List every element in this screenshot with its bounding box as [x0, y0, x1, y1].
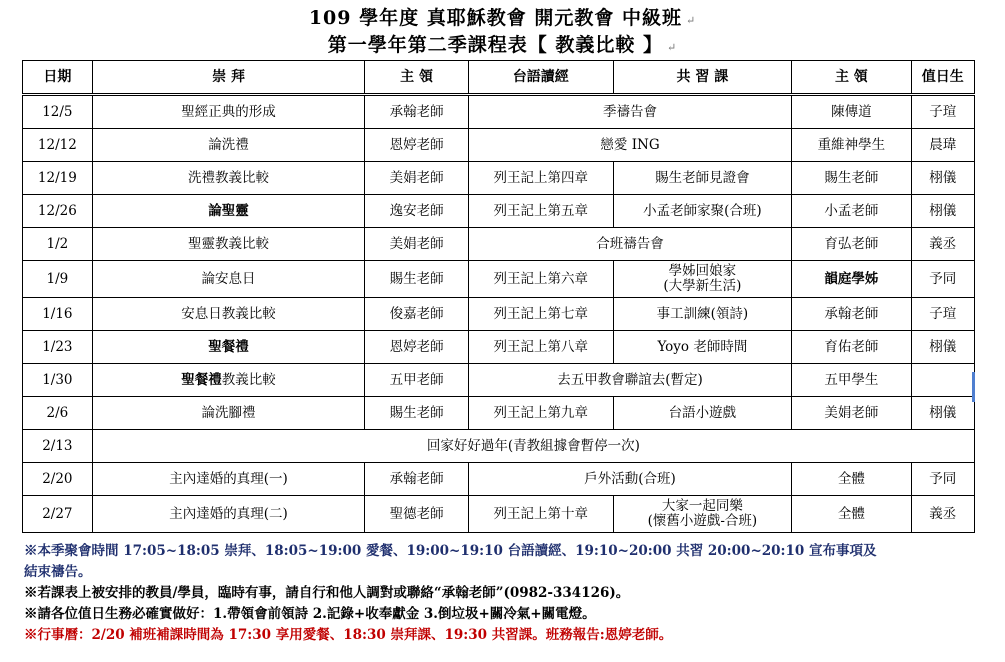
- study-cell: [613, 261, 792, 298]
- study-cell: Yoyo 老師時間: [613, 331, 792, 364]
- note-calendar: ※行事曆：2/20 補班補課時間為 17:30 享用愛餐、18:30 崇拜課、19:30 共習課。班務報告:恩婷老師。: [24, 627, 673, 643]
- col-header-leader: 主 領: [365, 61, 469, 95]
- note-duty: ※請各位值日生務必確實做好：1.帶領會前領詩 2.記錄+收奉獻金 3.倒垃圾+關冷氣+關電燈。: [24, 606, 596, 622]
- worship-cell: 安息日教義比較: [92, 298, 365, 331]
- duty-cell: 晨瑋: [911, 129, 974, 162]
- table-row: [23, 195, 975, 228]
- table-row: [23, 228, 975, 261]
- table-row: [23, 430, 975, 463]
- date-cell: 12/12: [23, 129, 93, 162]
- study-cell: 事工訓練(領詩): [613, 298, 792, 331]
- reading-cell: 列王記上第十章: [468, 496, 613, 533]
- leader-cell: 聖德老師: [365, 496, 469, 533]
- reading-cell: 列王記上第九章: [468, 397, 613, 430]
- study-line-1: 學姊回娘家: [668, 263, 737, 279]
- merged-cell: 合班禱告會: [468, 228, 791, 261]
- reading-cell: 列王記上第八章: [468, 331, 613, 364]
- worship-cell: 論安息日: [92, 261, 365, 298]
- table-row: [23, 261, 975, 298]
- date-cell: 1/9: [23, 261, 93, 298]
- note-meeting-time: ※本季聚會時間 17:05~18:05 崇拜、18:05~19:00 愛餐、19:00~19:10 台語讀經、19:10~20:00 共習 20:00~20:10 宣布事項及 結束禱告。: [24, 543, 877, 580]
- leader-2-cell: 重維神學生: [792, 129, 911, 162]
- reading-cell: 列王記上第五章: [468, 195, 613, 228]
- leader-2-cell: 育弘老師: [792, 228, 911, 261]
- table-row: [23, 331, 975, 364]
- study-cell: 小孟老師家聚(合班): [613, 195, 792, 228]
- table-row: [23, 364, 975, 397]
- duty-cell: 子瑄: [911, 298, 974, 331]
- table-row: [23, 162, 975, 195]
- notes-section: [24, 541, 984, 646]
- merged-cell: 去五甲教會聯誼去(暫定): [468, 364, 791, 397]
- worship-bold-part: 聖餐禮: [181, 371, 222, 388]
- table-header-row: [23, 61, 975, 95]
- leader-cell: 承翰老師: [365, 463, 469, 496]
- leader-2-cell: 賜生老師: [792, 162, 911, 195]
- duty-cell: 義丞: [911, 228, 974, 261]
- worship-cell: 論洗腳禮: [92, 397, 365, 430]
- leader-2-cell: 全體: [792, 496, 911, 533]
- date-cell: 12/5: [23, 95, 93, 129]
- reading-cell: 列王記上第七章: [468, 298, 613, 331]
- table-row: [23, 129, 975, 162]
- leader-cell: 美娟老師: [365, 228, 469, 261]
- col-header-reading: 台語讀經: [468, 61, 613, 95]
- date-cell: 2/27: [23, 496, 93, 533]
- date-cell: 1/16: [23, 298, 93, 331]
- leader-cell: 賜生老師: [365, 261, 469, 298]
- leader-cell: 五甲老師: [365, 364, 469, 397]
- worship-cell: 聖經正典的形成: [92, 95, 365, 129]
- date-cell: 2/20: [23, 463, 93, 496]
- worship-cell: 論聖靈: [92, 195, 365, 228]
- duty-cell: 栩儀: [911, 195, 974, 228]
- worship-cell: [92, 364, 365, 397]
- merged-cell: 戀愛 ING: [468, 129, 791, 162]
- scroll-marker: [972, 372, 975, 402]
- worship-cell: 聖靈教義比較: [92, 228, 365, 261]
- date-cell: 1/2: [23, 228, 93, 261]
- title-line-1: 109 學年度 真耶穌教會 開元教會 中級班 ↵: [308, 7, 697, 29]
- table-row: [23, 496, 975, 533]
- merged-cell: 戶外活動(合班): [468, 463, 791, 496]
- worship-regular-part: 教義比較: [221, 371, 276, 388]
- leader-cell: 承翰老師: [365, 95, 469, 129]
- study-cell: 賜生老師見證會: [613, 162, 792, 195]
- table-row: [23, 95, 975, 129]
- reading-cell: 列王記上第六章: [468, 261, 613, 298]
- table-row: [23, 463, 975, 496]
- holiday-cell: 回家好好過年(青教組據會暫停一次): [92, 430, 974, 463]
- leader-2-cell: 韻庭學姊: [792, 261, 911, 298]
- duty-cell: 栩儀: [911, 162, 974, 195]
- leader-cell: 賜生老師: [365, 397, 469, 430]
- date-cell: 2/6: [23, 397, 93, 430]
- leader-2-cell: 育佑老師: [792, 331, 911, 364]
- date-cell: 1/23: [23, 331, 93, 364]
- study-cell: [613, 496, 792, 533]
- duty-cell: 栩儀: [911, 397, 974, 430]
- leader-cell: 恩婷老師: [365, 331, 469, 364]
- study-line-2: (大學新生活): [663, 278, 742, 294]
- leader-cell: 恩婷老師: [365, 129, 469, 162]
- leader-2-cell: 承翰老師: [792, 298, 911, 331]
- leader-2-cell: 陳傳道: [792, 95, 911, 129]
- table-row: [23, 397, 975, 430]
- col-header-duty: 值日生: [911, 61, 974, 95]
- col-header-study: 共 習 課: [613, 61, 792, 95]
- study-line-1: 大家一起同樂: [661, 498, 743, 514]
- duty-cell: [911, 364, 974, 397]
- worship-cell: 洗禮教義比較: [92, 162, 365, 195]
- merged-cell: 季禱告會: [468, 95, 791, 129]
- worship-cell: 論洗禮: [92, 129, 365, 162]
- duty-cell: 予同: [911, 261, 974, 298]
- study-cell: 台語小遊戲: [613, 397, 792, 430]
- date-cell: 12/19: [23, 162, 93, 195]
- schedule-table: [22, 60, 975, 533]
- duty-cell: 予同: [911, 463, 974, 496]
- worship-cell: 主內達婚的真理(二): [92, 496, 365, 533]
- worship-cell: 主內達婚的真理(一): [92, 463, 365, 496]
- duty-cell: 子瑄: [911, 95, 974, 129]
- leader-2-cell: 五甲學生: [792, 364, 911, 397]
- duty-cell: 義丞: [911, 496, 974, 533]
- leader-2-cell: 小孟老師: [792, 195, 911, 228]
- date-cell: 2/13: [23, 430, 93, 463]
- table-row: [23, 298, 975, 331]
- col-header-date: 日期: [23, 61, 93, 95]
- duty-cell: 栩儀: [911, 331, 974, 364]
- study-line-2: (懷舊小遊戲-合班): [647, 513, 758, 529]
- leader-2-cell: 美娟老師: [792, 397, 911, 430]
- col-header-worship: 崇 拜: [92, 61, 365, 95]
- leader-2-cell: 全體: [792, 463, 911, 496]
- reading-cell: 列王記上第四章: [468, 162, 613, 195]
- note-substitution: ※若課表上被安排的教員/學員，臨時有事，請自行和他人調對或聯絡“承翰老師”(0982-334126)。: [24, 585, 630, 601]
- leader-cell: 俊嘉老師: [365, 298, 469, 331]
- title-line-2: 第一學年第二季課程表【 教義比較 】 ↵: [327, 34, 678, 56]
- date-cell: 12/26: [23, 195, 93, 228]
- leader-cell: 逸安老師: [365, 195, 469, 228]
- worship-cell: 聖餐禮: [92, 331, 365, 364]
- leader-cell: 美娟老師: [365, 162, 469, 195]
- date-cell: 1/30: [23, 364, 93, 397]
- col-header-leader-2: 主 領: [792, 61, 911, 95]
